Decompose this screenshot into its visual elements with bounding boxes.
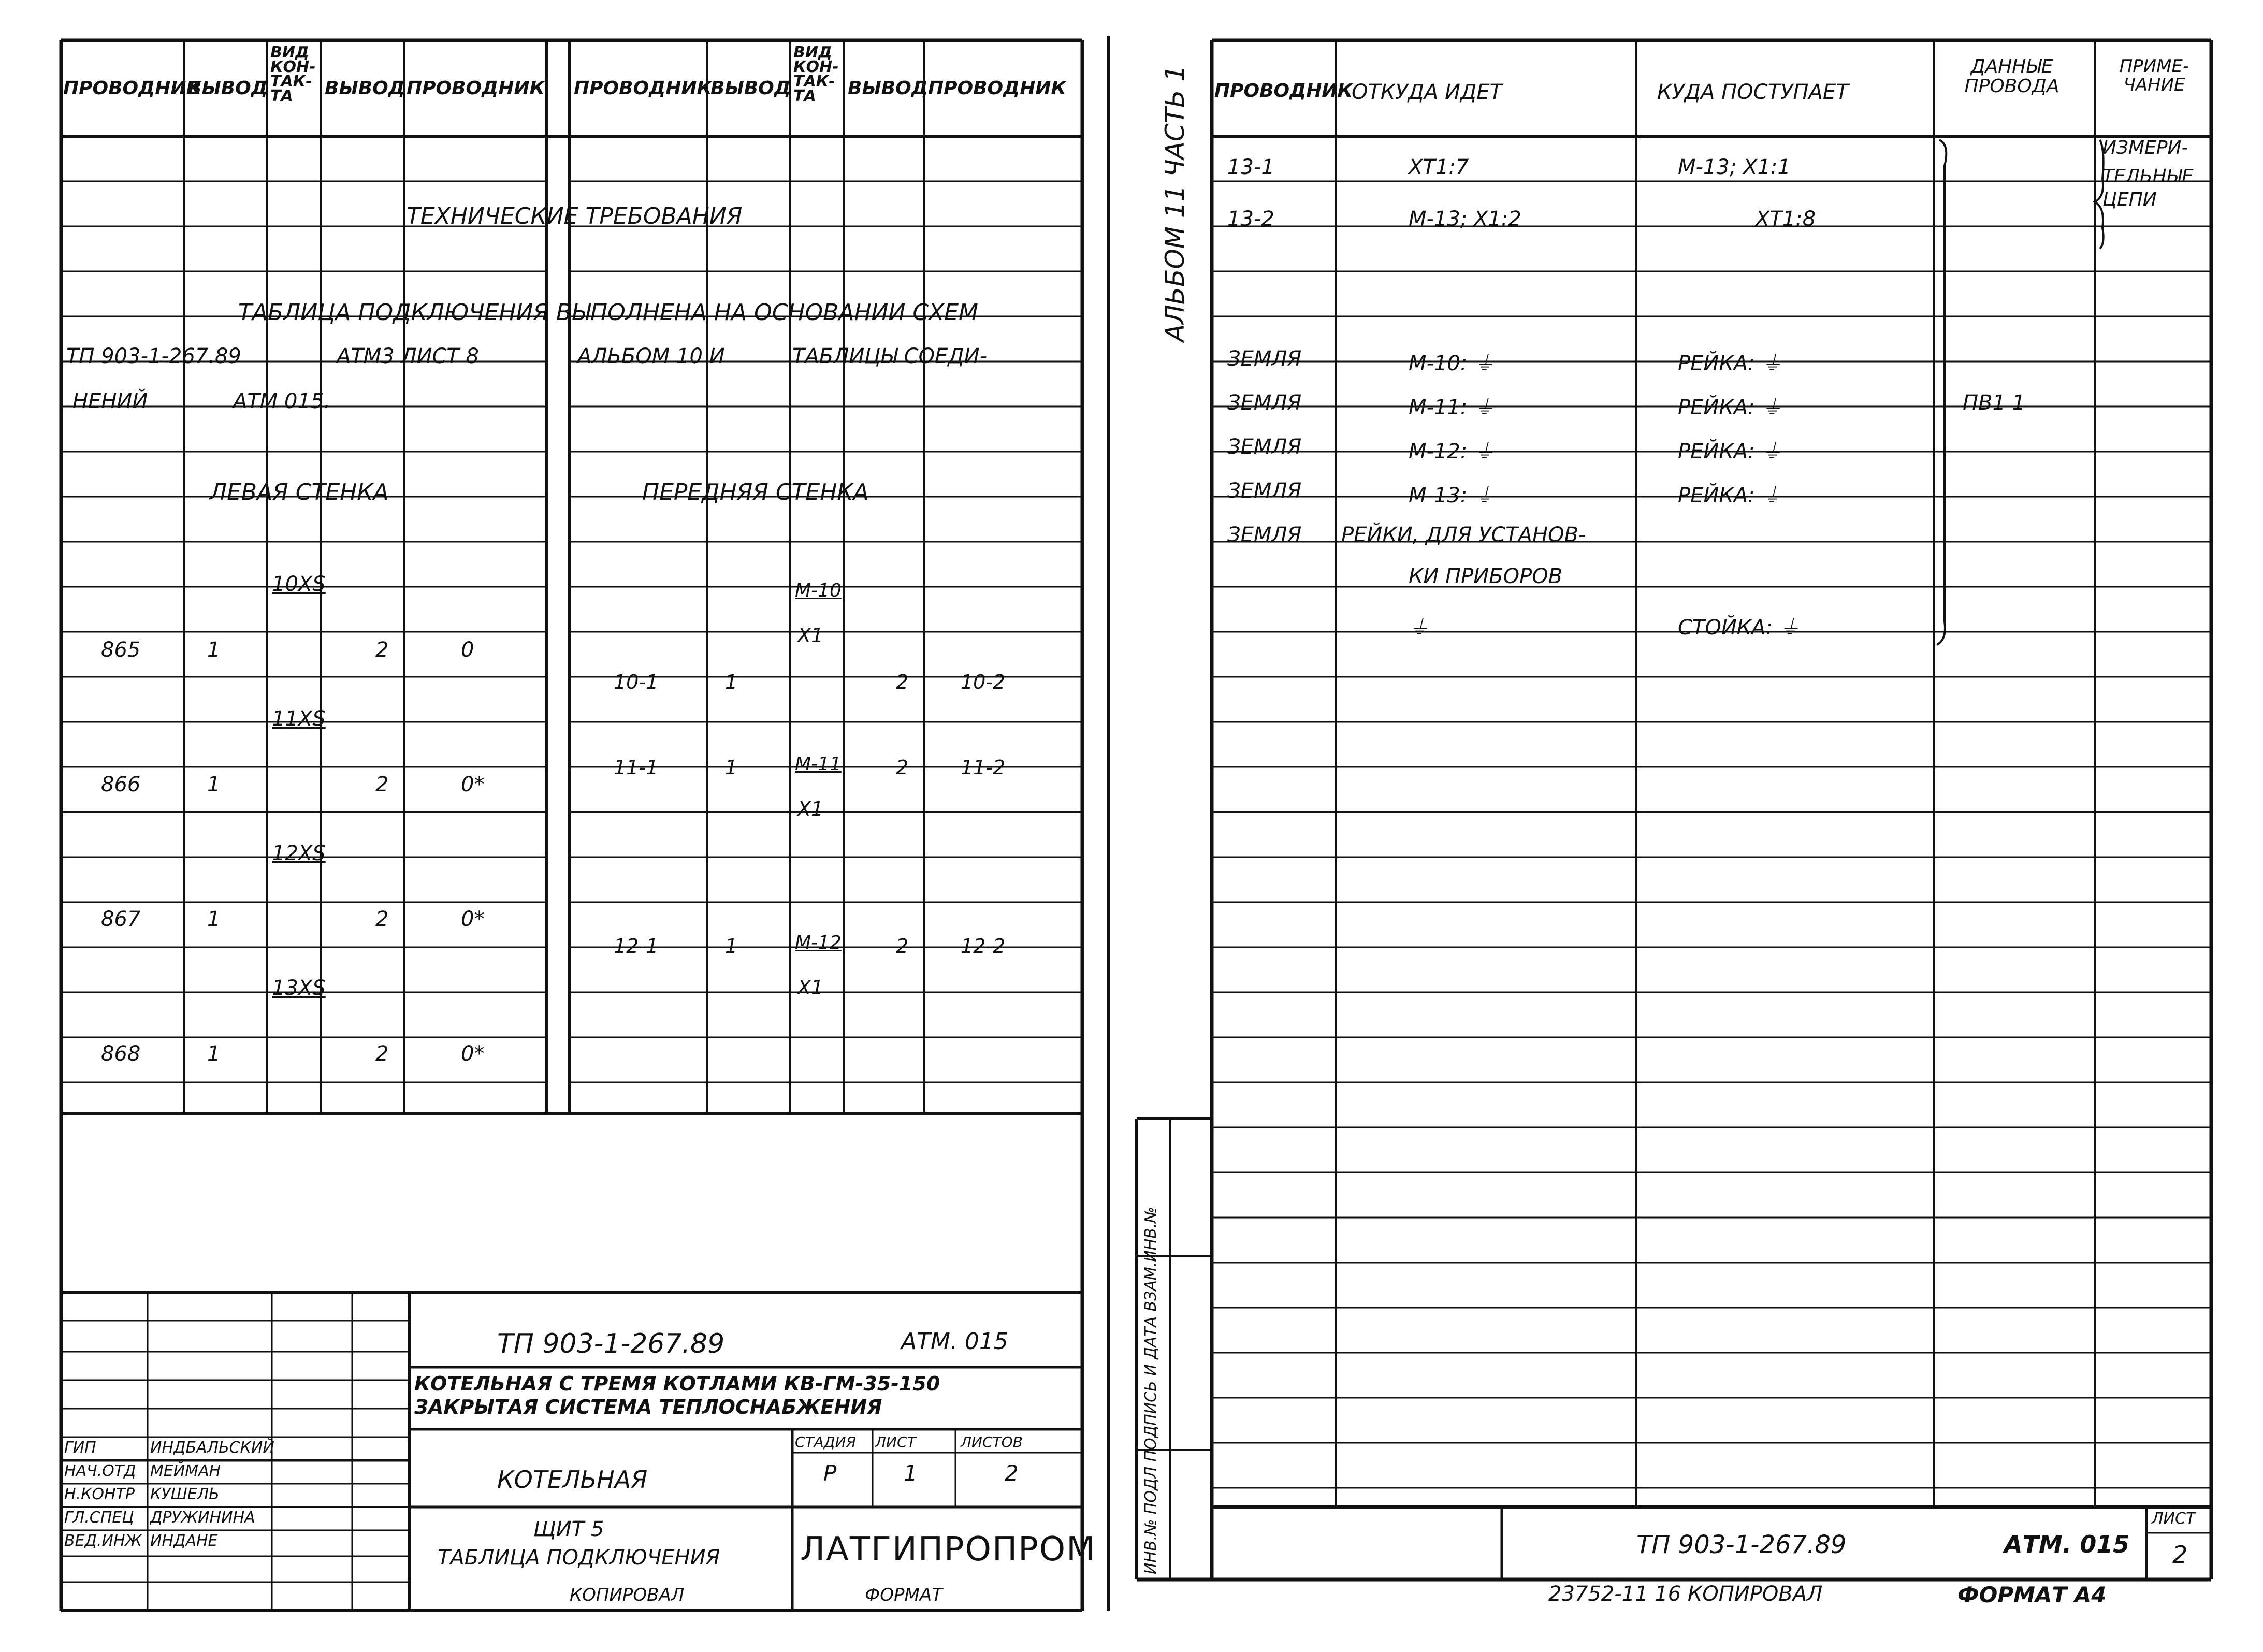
output-cell: 1 [207, 773, 221, 796]
row-conductor: 13-2 [1227, 207, 1274, 231]
conductor-cell: 0* [461, 773, 485, 796]
conductor-cell: 0* [461, 1042, 485, 1066]
staff-name: ИНДАНЕ [150, 1532, 218, 1550]
title-code: ТП 903-1-267.89 [497, 1328, 725, 1359]
device-label: М-11 [795, 753, 842, 775]
notes-line-2b: АТМ3 ЛИСТ 8 [337, 344, 479, 368]
album-label: АЛЬБОМ 11 ЧАСТЬ 1 [1160, 65, 1190, 342]
row-to: РЕЙКА: ⏚ [1678, 440, 1782, 463]
conductor-cell: 866 [101, 773, 141, 796]
row-to: М-13; Х1:1 [1678, 155, 1791, 179]
device-label: 13XS [272, 976, 326, 1000]
header-conductor-2: ПРОВОДНИК [407, 78, 545, 99]
notes-line-2c: АЛЬБОМ 10 И [577, 344, 725, 368]
device-label: М-12 [795, 932, 842, 953]
conductor-cell: 0 [461, 638, 474, 662]
output-cell: 2 [375, 638, 389, 662]
staff-name: ИНДБАЛЬСКИЙ [150, 1439, 274, 1457]
notes-line-3a: НЕНИЙ [72, 389, 148, 413]
conductor-cell: 11-2 [961, 756, 1006, 779]
header-contact-type-2: ВИД КОН-ТАК-ТА [793, 44, 839, 105]
row-to: РЕЙКА: ⏚ [1678, 484, 1782, 508]
doc-line-2: ТАБЛИЦА ПОДКЛЮЧЕНИЯ [438, 1546, 720, 1570]
output-cell: 2 [896, 935, 909, 958]
row-from: М-13: ⏚ [1409, 484, 1495, 508]
staff-name: КУШЕЛЬ [150, 1485, 220, 1503]
row-from: М-12: ⏚ [1409, 440, 1495, 463]
output-cell: 1 [725, 935, 738, 958]
right-footer: 23752-11 16 КОПИРОВАЛ [1548, 1582, 1823, 1606]
row-conductor: 13-1 [1227, 155, 1274, 179]
header-output-2: ВЫВОД [325, 78, 405, 99]
row-from: М-13; Х1:2 [1409, 207, 1521, 231]
staff-role: ВЕД.ИНЖ [64, 1532, 142, 1550]
notes-line-2a: ТП 903-1-267.89 [66, 344, 241, 368]
doc-line-1: ЩИТ 5 [533, 1517, 604, 1541]
row-to: XT1:8 [1756, 207, 1816, 231]
rheader-conductor: ПРОВОДНИК [1214, 80, 1353, 102]
row-from: КИ ПРИБОРОВ [1409, 564, 1563, 588]
output-cell: 2 [375, 773, 389, 796]
staff-name: МЕЙМАН [150, 1462, 221, 1480]
row-note: ТЕЛЬНЫЕ [2102, 166, 2194, 187]
right-table-grid [1212, 181, 2211, 1488]
output-cell: 1 [725, 756, 738, 779]
header-conductor-4: ПРОВОДНИК [928, 78, 1066, 99]
row-from: XT1:7 [1409, 155, 1469, 179]
row-conductor: ЗЕМЛЯ [1227, 391, 1302, 415]
conductor-cell: 867 [101, 907, 141, 931]
stage-value: Р [823, 1460, 837, 1486]
right-title-code: ТП 903-1-267.89 [1636, 1530, 1847, 1559]
conductor-cell: 865 [101, 638, 141, 662]
rheader-wire-data: ДАННЫЕ ПРОВОДА [1964, 56, 2059, 97]
row-conductor: ЗЕМЛЯ [1227, 435, 1302, 459]
stage-label: СТАДИЯ [795, 1433, 857, 1451]
terminal-label: Х1 [797, 624, 824, 647]
right-sheet-number: 2 [2172, 1541, 2188, 1569]
output-cell: 2 [896, 671, 909, 693]
staff-role: ГИП [64, 1439, 96, 1457]
row-conductor: ЗЕМЛЯ [1227, 523, 1302, 547]
terminal-label: Х1 [797, 798, 824, 820]
organization-logo: ЛАТГИПРОПРОМ [800, 1530, 1096, 1569]
row-wire-data: ПВ1 1 [1963, 391, 2026, 415]
output-cell: 2 [375, 1042, 389, 1066]
output-cell: 1 [207, 638, 221, 662]
header-output-1: ВЫВОД [187, 78, 268, 99]
front-wall-label: ПЕРЕДНЯЯ СТЕНКА [642, 479, 869, 505]
device-label: 12XS [272, 842, 326, 865]
notes-line-1: ТАБЛИЦА ПОДКЛЮЧЕНИЯ ВЫПОЛНЕНА НА ОСНОВАНИИ СХЕМ [238, 299, 978, 326]
staff-role: Н.КОНТР [64, 1485, 135, 1503]
row-conductor: ЗЕМЛЯ [1227, 347, 1302, 371]
row-from: М-11: ⏚ [1409, 396, 1495, 419]
row-from: ⏚ [1409, 616, 1429, 640]
left-wall-label: ЛЕВАЯ СТЕНКА [210, 479, 389, 505]
conductor-cell: 10-2 [961, 671, 1006, 693]
row-to: РЕЙКА: ⏚ [1678, 352, 1782, 375]
project-line-2: ЗАКРЫТАЯ СИСТЕМА ТЕПЛОСНАБЖЕНИЯ [414, 1396, 882, 1418]
row-conductor: ЗЕМЛЯ [1227, 479, 1302, 503]
right-title-sheet-code: АТМ. 015 [2004, 1530, 2130, 1558]
row-from: РЕЙКИ, ДЛЯ УСТАНОВ- [1341, 523, 1586, 547]
building-name: КОТЕЛЬНАЯ [497, 1466, 648, 1494]
right-footer-format: ФОРМАТ А4 [1957, 1582, 2107, 1607]
sheet-label: ЛИСТ [875, 1433, 916, 1451]
header-conductor-3: ПРОВОДНИК [574, 78, 712, 99]
staff-role: ГЛ.СПЕЦ [64, 1509, 134, 1527]
title-sheet-code: АТМ. 015 [901, 1328, 1008, 1355]
sheets-label: ЛИСТОВ [961, 1433, 1023, 1451]
header-output-3: ВЫВОД [710, 78, 791, 99]
output-cell: 2 [896, 756, 909, 779]
output-cell: 2 [375, 907, 389, 931]
format-label: ФОРМАТ [865, 1585, 942, 1605]
staff-name: ДРУЖИНИНА [150, 1509, 255, 1527]
device-label: 11XS [272, 707, 326, 731]
conductor-cell: 868 [101, 1042, 141, 1066]
header-contact-type-1: ВИД КОН-ТАК-ТА [270, 44, 316, 105]
conductor-cell: 11-1 [614, 756, 659, 779]
row-to: СТОЙКА: ⏚ [1678, 616, 1800, 640]
notes-line-3b: АТМ 015. [233, 389, 331, 413]
right-sheet-label: ЛИСТ [2152, 1510, 2196, 1528]
rheader-to: КУДА ПОСТУПАЕТ [1657, 80, 1849, 104]
notes-line-2d: ТАБЛИЦЫ СОЕДИ- [792, 344, 988, 368]
rheader-from: ОТКУДА ИДЕТ [1352, 80, 1502, 104]
device-label: 10XS [272, 572, 326, 596]
device-label: М-10 [795, 580, 842, 601]
row-note: ИЗМЕРИ- [2102, 137, 2188, 158]
conductor-cell: 10-1 [614, 671, 659, 693]
output-cell: 1 [207, 907, 221, 931]
sheets-value: 2 [1005, 1460, 1019, 1486]
row-to: РЕЙКА: ⏚ [1678, 396, 1782, 419]
conductor-cell: 12-1 [614, 935, 659, 958]
conductor-cell: 0* [461, 907, 485, 931]
header-output-4: ВЫВОД [848, 78, 928, 99]
side-stamp: ИНВ.№ ПОДЛ ПОДПИСЬ И ДАТА ВЗАМ.ИНВ.№ [1142, 1207, 1160, 1574]
project-line-1: КОТЕЛЬНАЯ С ТРЕМЯ КОТЛАМИ КВ-ГМ-35-150 [414, 1372, 940, 1395]
output-cell: 1 [207, 1042, 221, 1066]
terminal-label: Х1 [797, 976, 824, 999]
rheader-note: ПРИМЕ-ЧАНИЕ [2119, 56, 2189, 95]
sheet-value: 1 [904, 1460, 918, 1486]
notes-title: ТЕХНИЧЕСКИЕ ТРЕБОВАНИЯ [407, 203, 743, 229]
conductor-cell: 12-2 [961, 935, 1006, 958]
copied-label: КОПИРОВАЛ [570, 1585, 685, 1605]
output-cell: 1 [725, 671, 738, 693]
header-conductor-1: ПРОВОДНИК [63, 78, 201, 99]
row-from: М-10: ⏚ [1409, 352, 1495, 375]
row-note: ЦЕПИ [2102, 189, 2157, 210]
staff-role: НАЧ.ОТД [64, 1462, 136, 1480]
